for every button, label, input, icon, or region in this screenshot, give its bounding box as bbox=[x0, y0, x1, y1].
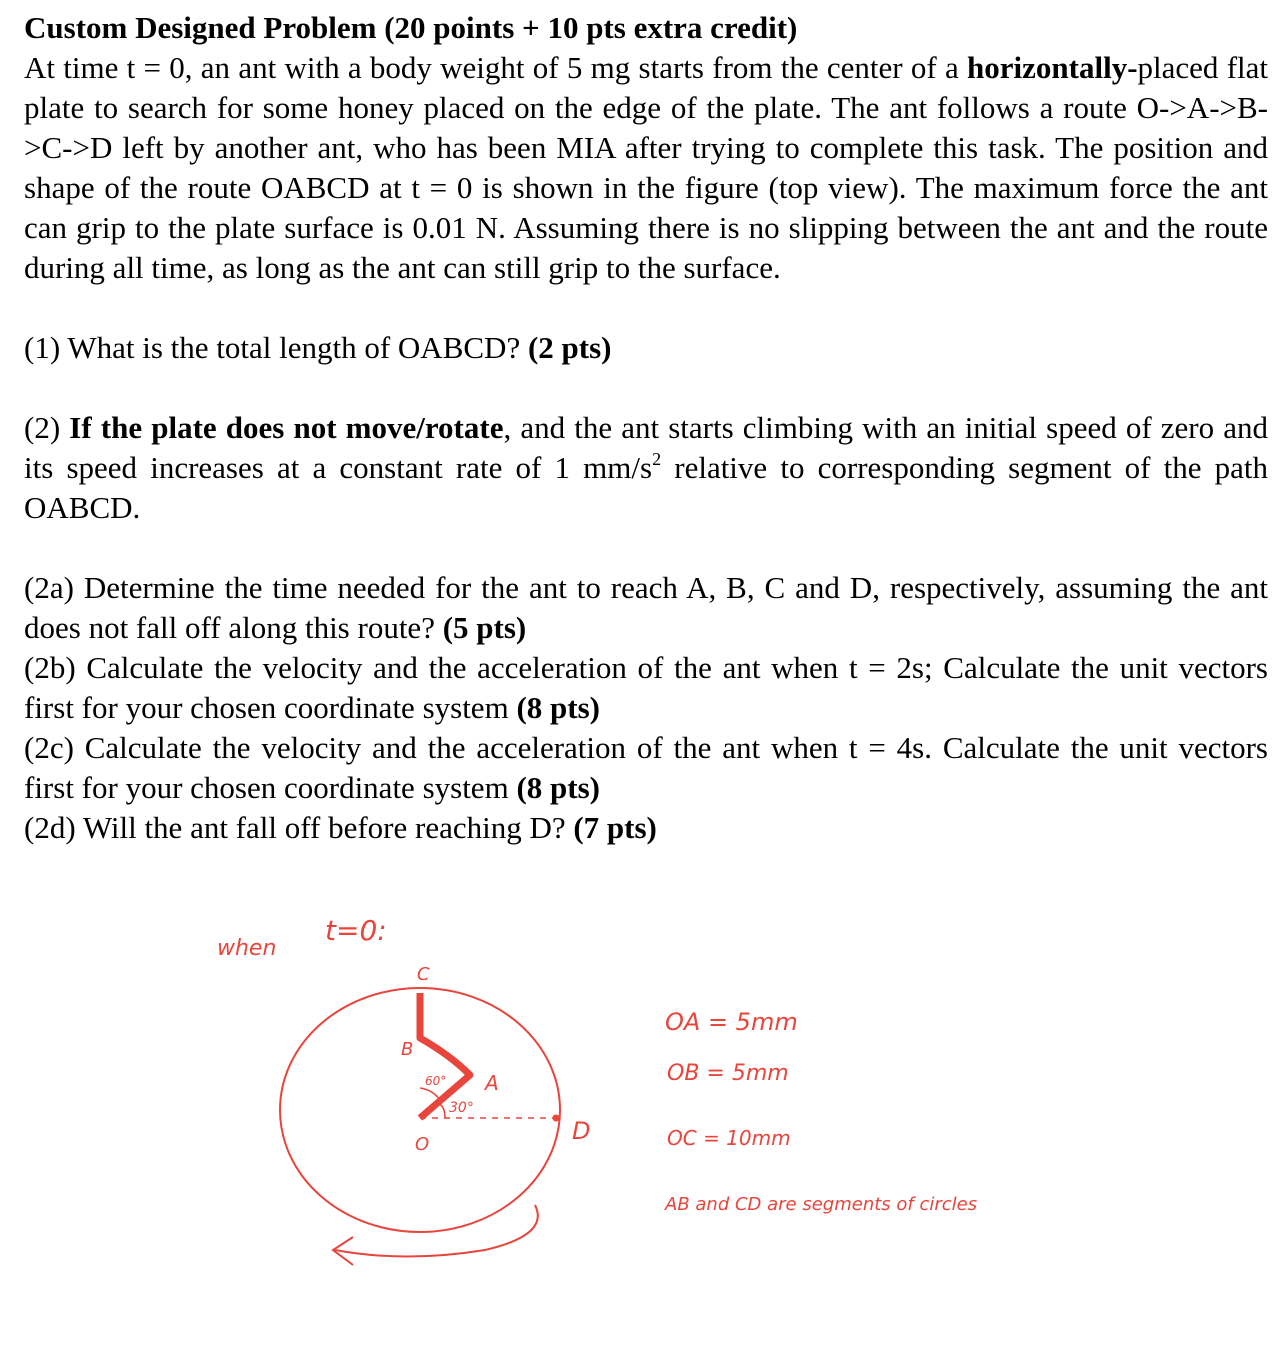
problem-page bbox=[24, 8, 1268, 848]
question-2b bbox=[24, 648, 1268, 728]
route-diagram bbox=[205, 905, 1165, 1285]
note-oa: OA = 5mm bbox=[665, 1008, 798, 1036]
point-c-label: C bbox=[417, 964, 430, 985]
q2-superscript: 2 bbox=[652, 448, 662, 469]
note-arcs: AB and CD are segments of circles bbox=[665, 1194, 978, 1215]
question-2d bbox=[24, 808, 1268, 848]
q2c-text: (2c) Calculate the velocity and the acceleration of the ant when t = 4s. Calculate the unit vectors first for your chosen coordinate system bbox=[24, 730, 1268, 805]
q2a-points: (5 pts) bbox=[442, 610, 527, 645]
q2d-points: (7 pts) bbox=[573, 810, 657, 845]
angle-60-arc bbox=[420, 1088, 440, 1100]
route-figure bbox=[205, 905, 1165, 1285]
point-o-label: O bbox=[415, 1134, 430, 1155]
q2-bold: If the plate does not move/rotate bbox=[69, 410, 504, 445]
question-1 bbox=[24, 328, 1268, 368]
point-a-label: A bbox=[485, 1071, 499, 1095]
question-2c bbox=[24, 728, 1268, 808]
q2b-text: (2b) Calculate the velocity and the acceleration of the ant when t = 2s; Calculate the unit vectors first for your chosen coordinate system bbox=[24, 650, 1268, 725]
note-oc: OC = 10mm bbox=[667, 1126, 791, 1150]
question-2 bbox=[24, 408, 1268, 528]
q2d-text: (2d) Will the ant fall off before reaching D? bbox=[24, 810, 574, 845]
q1-points: (2 pts) bbox=[527, 330, 612, 365]
q2-text-b: relative to corresponding segment of the path OABCD. bbox=[24, 450, 1268, 525]
angle-60-label: 60° bbox=[425, 1074, 447, 1088]
question-2a bbox=[24, 568, 1268, 648]
q1-text: (1) What is the total length of OABCD? bbox=[24, 330, 528, 365]
point-d-label: D bbox=[572, 1117, 591, 1145]
q2a-text: (2a) Determine the time needed for the ant to reach A, B, C and D, respectively, assuming the ant does not fall off along this route? bbox=[24, 570, 1268, 645]
q2b-points: (8 pts) bbox=[516, 690, 600, 725]
intro-text-1: At time t = 0, an ant with a body weight of 5 mg starts from the center of a bbox=[24, 50, 968, 85]
note-ob: OB = 5mm bbox=[667, 1061, 789, 1086]
point-b-label: B bbox=[401, 1039, 414, 1060]
intro-bold: horizontally- bbox=[967, 50, 1138, 85]
intro-text-2: placed flat plate to search for some honey placed on the edge of the plate. The ant follows a route O->A->B->C->D left by another ant, who has been MIA after trying to complete this task. The position and shape of the route OABCD at t = 0 is shown in the figure (top view). The maximum force the ant can grip to the plate surface is 0.01 N. Assuming there is no slipping between the ant and the route during all time, as long as the ant can still grip to the surface. bbox=[24, 50, 1269, 285]
problem-title: Custom Designed Problem (20 points + 10 pts extra credit) bbox=[24, 10, 798, 45]
problem-intro bbox=[24, 48, 1268, 288]
q2-text-a: , and the ant starts climbing with an initial speed of zero and its speed increases at a constant rate of 1 mm/s bbox=[24, 410, 1269, 485]
angle-30-label: 30° bbox=[449, 1100, 474, 1116]
when-label: when bbox=[217, 936, 277, 961]
t-equals-label: t=0: bbox=[325, 914, 387, 947]
q2c-points: (8 pts) bbox=[516, 770, 600, 805]
q2-prefix: (2) bbox=[24, 410, 70, 445]
point-d-dot bbox=[553, 1115, 560, 1122]
